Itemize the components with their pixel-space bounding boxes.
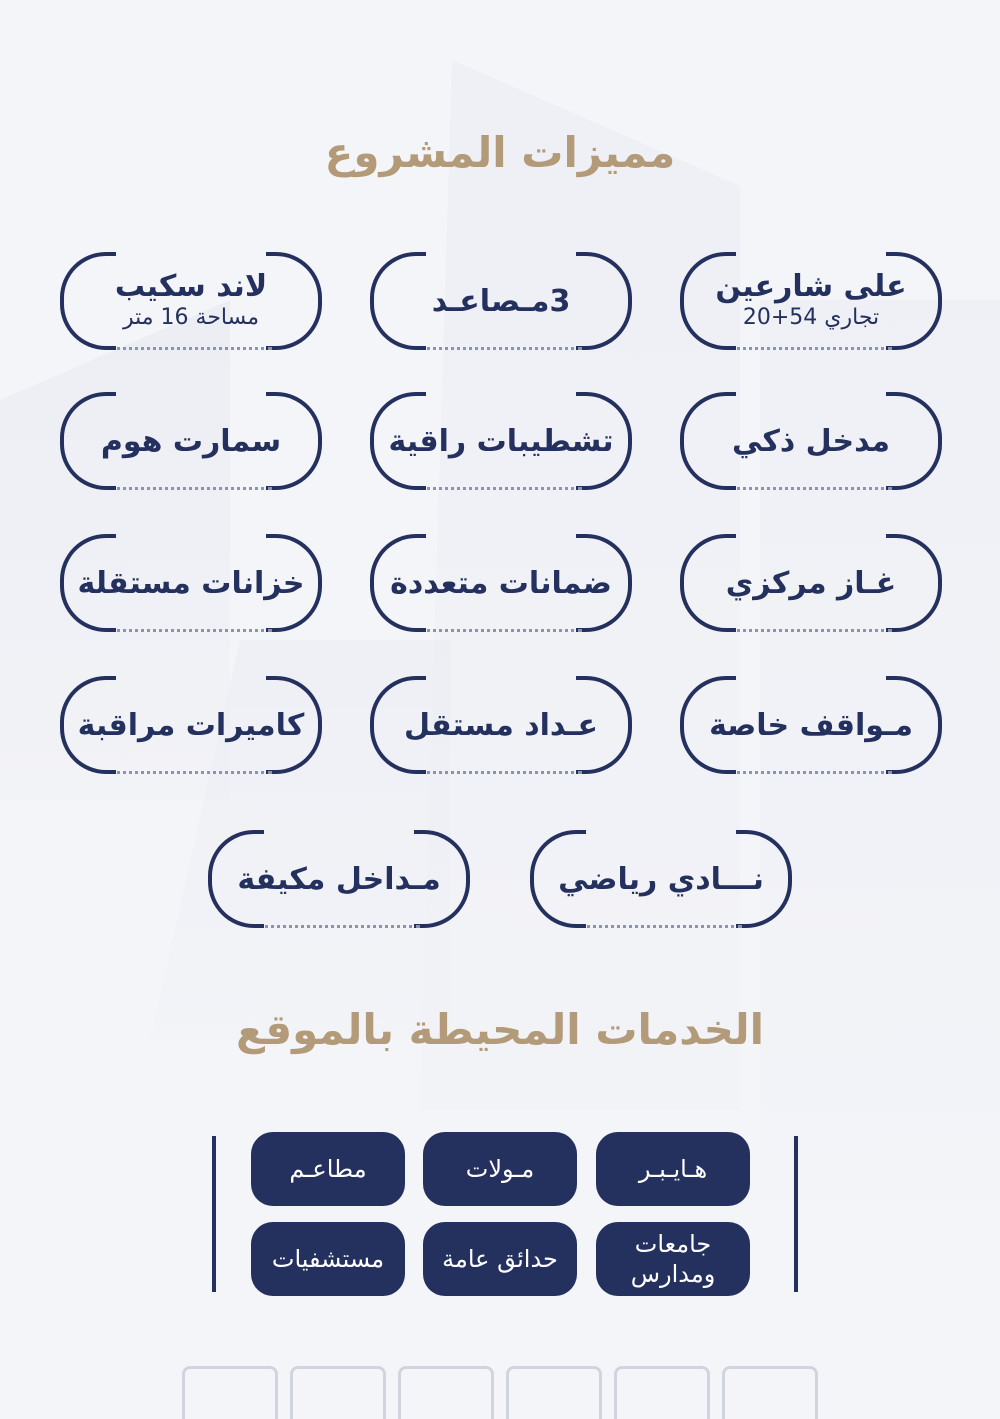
dotted-underline xyxy=(110,487,272,490)
feature-label: مـداخل مكيفة xyxy=(237,861,441,897)
service-restaurants: مطاعـم xyxy=(251,1132,405,1206)
service-universities-schools: جامعات ومدارس xyxy=(596,1222,750,1296)
feature-label: سمارت هوم xyxy=(100,423,282,459)
dotted-underline xyxy=(420,629,582,632)
footer-building-icons xyxy=(0,1358,1000,1413)
building-outline-icon xyxy=(614,1366,710,1419)
feature-label: لاند سكيب xyxy=(114,269,268,305)
feature-card-smart-home xyxy=(60,392,322,490)
building-outline-icon xyxy=(290,1366,386,1419)
building-outline-icon xyxy=(506,1366,602,1419)
feature-card-finishes xyxy=(370,392,632,490)
feature-card-meter xyxy=(370,676,632,774)
feature-card-landscape xyxy=(60,252,322,350)
service-malls: مـولات xyxy=(423,1132,577,1206)
feature-card-smart-entry xyxy=(680,392,942,490)
feature-card-gym xyxy=(530,830,792,928)
building-outline-icon xyxy=(398,1366,494,1419)
dotted-underline xyxy=(420,487,582,490)
dotted-underline xyxy=(110,629,272,632)
dotted-underline xyxy=(730,487,892,490)
feature-card-two-streets xyxy=(680,252,942,350)
feature-label: غـاز مركزي xyxy=(725,565,897,601)
feature-card-warranties xyxy=(370,534,632,632)
services-title: الخدمات المحيطة بالموقع xyxy=(235,1005,765,1054)
feature-label: تشطيبات راقية xyxy=(388,423,614,459)
building-outline-icon xyxy=(722,1366,818,1419)
features-title: مميزات المشروع xyxy=(324,128,676,177)
feature-label: خزانات مستقلة xyxy=(77,565,305,601)
dotted-underline xyxy=(420,771,582,774)
feature-label: 3مـصاعـد xyxy=(431,283,571,319)
feature-sublabel: تجاري 54+20 xyxy=(742,305,880,331)
service-hypermarket: هـايـبـر xyxy=(596,1132,750,1206)
dotted-underline xyxy=(730,347,892,350)
dotted-underline xyxy=(420,347,582,350)
dotted-underline xyxy=(730,771,892,774)
feature-card-tanks xyxy=(60,534,322,632)
feature-card-ac-entrances xyxy=(208,830,470,928)
dotted-underline xyxy=(110,347,272,350)
dotted-underline xyxy=(730,629,892,632)
feature-card-cameras xyxy=(60,676,322,774)
feature-label: على شارعين xyxy=(715,269,907,305)
dotted-underline xyxy=(110,771,272,774)
service-hospitals: مستشفيات xyxy=(251,1222,405,1296)
service-parks: حدائق عامة xyxy=(423,1222,577,1296)
feature-card-elevators xyxy=(370,252,632,350)
building-outline-icon xyxy=(182,1366,278,1419)
dotted-underline xyxy=(580,925,742,928)
feature-label: ضمانات متعددة xyxy=(390,565,612,601)
dotted-underline xyxy=(258,925,420,928)
feature-card-parking xyxy=(680,676,942,774)
feature-label: نـــادي رياضي xyxy=(558,861,764,897)
feature-label: كاميرات مراقبة xyxy=(77,707,305,743)
feature-label: مـواقف خاصة xyxy=(709,707,913,743)
feature-sublabel: مساحة 16 متر xyxy=(122,305,260,331)
feature-label: مدخل ذكي xyxy=(732,423,890,459)
feature-card-central-gas xyxy=(680,534,942,632)
feature-label: عـداد مستقل xyxy=(404,707,598,743)
